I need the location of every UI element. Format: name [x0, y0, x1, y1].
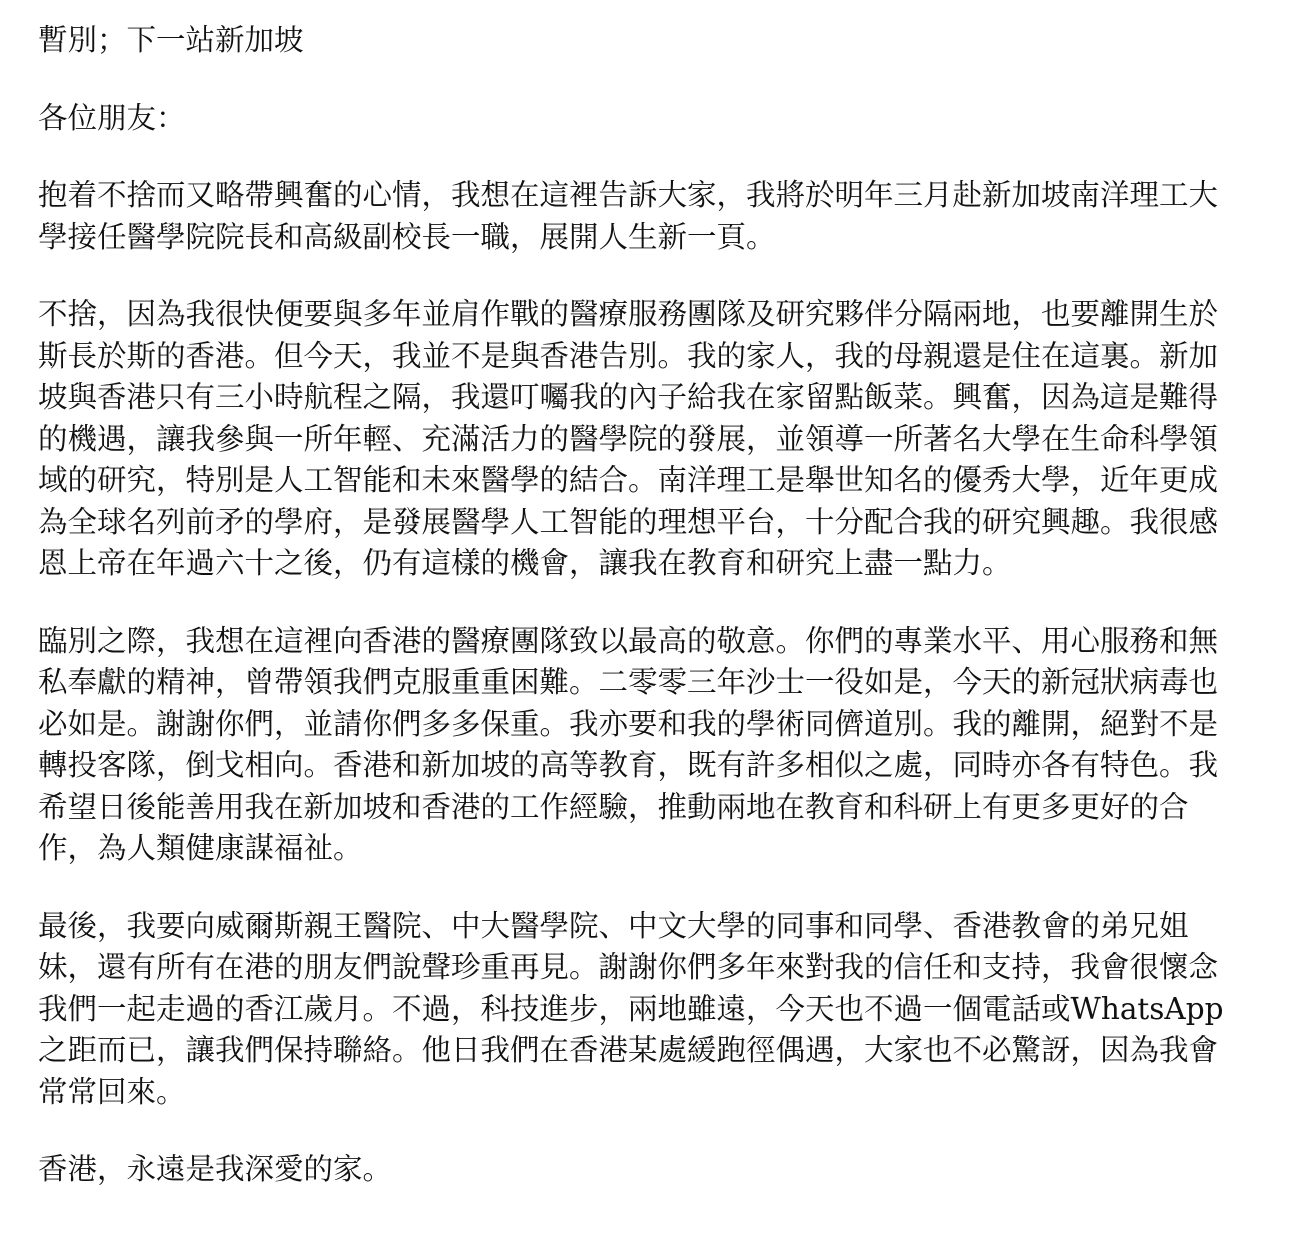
text-line: 為全球名列前矛的學府，是發展醫學人工智能的理想平台，十分配合我的研究興趣。我很感 — [38, 504, 1219, 539]
text-line: 的機遇，讓我參與一所年輕、充滿活力的醫學院的發展，並領導一所著名大學在生命科學領 — [38, 421, 1219, 456]
text-line: 妹，還有所有在港的朋友們說聲珍重再見。謝謝你們多年來對我的信任和支持，我會很懷念 — [38, 950, 1219, 984]
text-line: 抱着不捨而又略帶興奮的心情，我想在這裡告訴大家，我將於明年三月赴新加坡南洋理工大 — [38, 178, 1219, 212]
closing-line: 香港，永遠是我深愛的家。 — [38, 1152, 393, 1186]
paragraph-reasons — [38, 294, 1248, 585]
text-line: 私奉獻的精神，曾帶領我們克服重重困難。二零零三年沙士一役如是，今天的新冠狀病毒也 — [38, 665, 1219, 699]
paragraph-announcement — [38, 175, 1248, 258]
text-line: 作，為人類健康謀福祉。 — [38, 831, 363, 865]
text-line: 域的研究，特別是人工智能和未來醫學的結合。南洋理工是舉世知名的優秀大學，近年更成 — [38, 463, 1219, 497]
text-line: 斯長於斯的香港。但今天，我並不是與香港告別。我的家人，我的母親還是住在這裏。新加 — [38, 338, 1219, 373]
paragraph-tribute — [38, 621, 1248, 870]
paragraph-farewell — [38, 906, 1248, 1114]
document-body — [38, 20, 1248, 1227]
text-line: 我們一起走過的香江歲月。不過，科技進步，兩地雖遠，今天也不過一個電話或WhatsApp — [38, 991, 1224, 1026]
text-line: 坡與香港只有三小時航程之隔，我還叮囑我的內子給我在家留點飯菜。興奮，因為這是難得 — [38, 380, 1219, 414]
text-line: 轉投客隊，倒戈相向。香港和新加坡的高等教育，既有許多相似之處，同時亦各有特色。我 — [38, 748, 1219, 782]
text-line: 希望日後能善用我在新加坡和香港的工作經驗，推動兩地在教育和科研上有更多更好的合 — [38, 789, 1189, 824]
text-line: 最後，我要向威爾斯親王醫院、中大醫學院、中文大學的同事和同學、香港教會的弟兄姐 — [38, 908, 1189, 943]
text-line: 常常回來。 — [38, 1074, 186, 1109]
text-line: 學接任醫學院院長和高級副校長一職，展開人生新一頁。 — [38, 219, 776, 254]
document-title: 暫別；下一站新加坡 — [38, 23, 304, 57]
text-line: 之距而已，讓我們保持聯絡。他日我們在香港某處緩跑徑偶遇，大家也不必驚訝，因為我會 — [38, 1033, 1219, 1067]
text-line: 不捨，因為我很快便要與多年並肩作戰的醫療服務團隊及研究夥伴分隔兩地，也要離開生於 — [38, 297, 1219, 331]
text-line: 恩上帝在年過六十之後，仍有這樣的機會，讓我在教育和研究上盡一點力。 — [38, 546, 1012, 580]
text-line: 臨別之際，我想在這裡向香港的醫療團隊致以最高的敬意。你們的專業水平、用心服務和無 — [38, 623, 1219, 658]
text-line: 必如是。謝謝你們，並請你們多多保重。我亦要和我的學術同儕道別。我的離開，絕對不是 — [38, 706, 1219, 741]
greeting: 各位朋友： — [38, 100, 186, 135]
